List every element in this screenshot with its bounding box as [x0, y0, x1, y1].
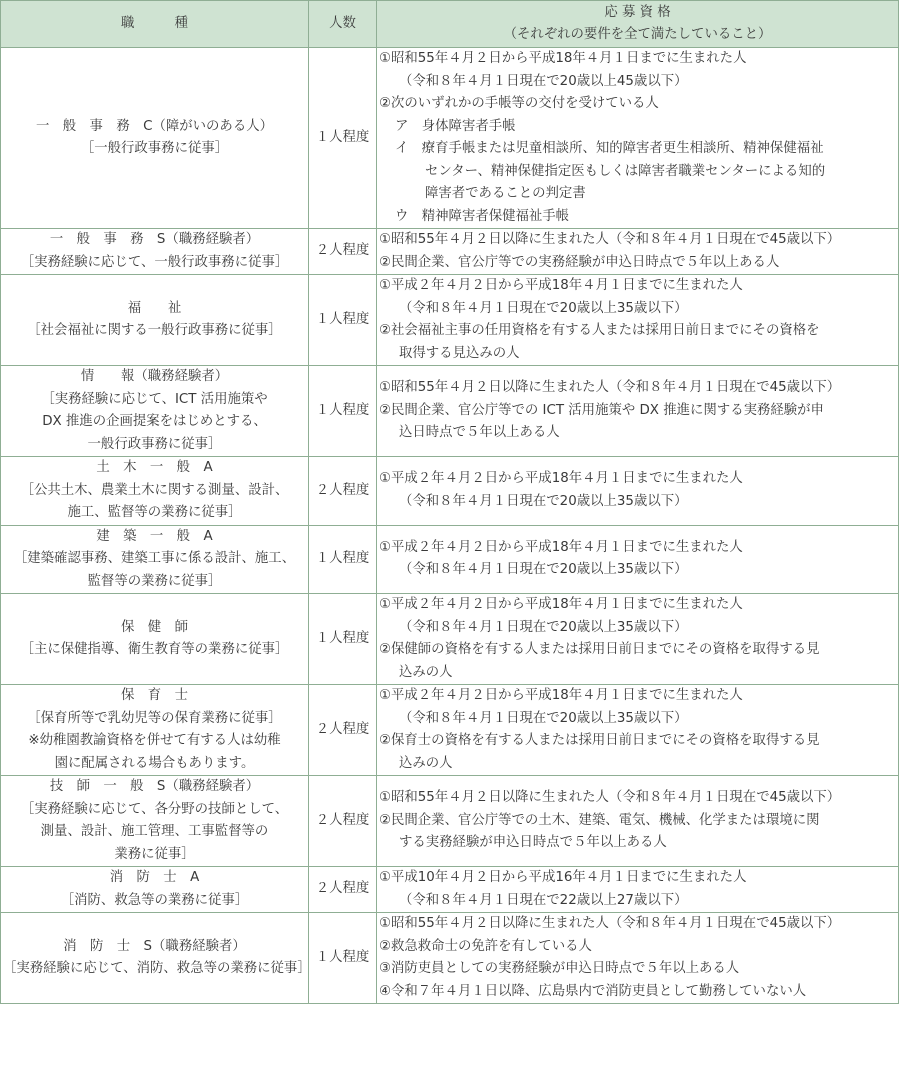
job-cell: [1, 685, 309, 776]
requirement-line: ②民間企業、官公庁等での実務経験が申込日時点で５年以上ある人: [379, 254, 780, 270]
requirement-line: 取得する見込みの人: [399, 345, 520, 361]
job-description: ※幼稚園教諭資格を併せて有する人は幼稚: [28, 733, 281, 748]
job-title: 保 健 師: [121, 619, 188, 635]
job-cell: [1, 275, 309, 366]
requirement-line: ①昭和55年４月２日以降に生まれた人（令和８年４月１日現在で45歳以下）: [379, 232, 841, 247]
requirements-cell: [377, 594, 899, 685]
table-row: [1, 867, 899, 913]
job-title: 土 木 一 般 A: [96, 460, 213, 475]
requirements-cell: [377, 525, 899, 594]
table-row: [1, 457, 899, 526]
requirement-line: 込みの人: [399, 664, 453, 680]
job-description: ［実務経験に応じて、消防、救急等の業務に従事］: [3, 961, 311, 976]
table-row: [1, 48, 899, 229]
requirements-cell: [377, 685, 899, 776]
table-row: [1, 913, 899, 1004]
job-description: 施工、監督等の業務に従事］: [67, 505, 242, 520]
requirement-line: 込日時点で５年以上ある人: [399, 425, 560, 441]
job-cell: [1, 229, 309, 275]
job-cell: [1, 867, 309, 913]
headcount-cell: １人程度: [309, 366, 377, 457]
job-description: ［実務経験に応じて、一般行政事務に従事］: [20, 254, 289, 270]
requirement-line: ②次のいずれかの手帳等の交付を受けている人: [379, 96, 659, 111]
job-cell: [1, 594, 309, 685]
requirement-line: ②保育士の資格を有する人または採用日前日までにその資格を取得する見: [379, 733, 820, 748]
job-cell: [1, 525, 309, 594]
requirements-cell: [377, 366, 899, 457]
requirement-line: する実務経験が申込日時点で５年以上ある人: [399, 835, 667, 851]
job-description: ［消防、救急等の業務に従事］: [60, 892, 249, 908]
requirement-line: （令和８年４月１日現在で22歳以上27歳以下）: [399, 892, 688, 908]
requirement-line: ア 身体障害者手帳: [395, 118, 516, 134]
requirement-line: ①平成２年４月２日から平成18年４月１日までに生まれた人: [379, 688, 743, 703]
table-row: [1, 594, 899, 685]
requirement-line: センター、精神保健指定医もしくは障害者職業センターによる知的: [425, 163, 826, 179]
requirement-line: （令和８年４月１日現在で20歳以上45歳以下）: [399, 73, 688, 89]
requirement-line: ①平成２年４月２日から平成18年４月１日までに生まれた人: [379, 597, 743, 612]
header-requirements-note: （それぞれの要件を全て満たしていること）: [503, 27, 772, 42]
table-row: [1, 685, 899, 776]
headcount-cell: １人程度: [309, 913, 377, 1004]
job-cell: [1, 366, 309, 457]
table-body: [1, 48, 899, 1004]
requirement-line: イ 療育手帳または児童相談所、知的障害者更生相談所、精神保健福祉: [395, 141, 824, 156]
job-description: 測量、設計、施工管理、工事監督等の: [40, 824, 269, 839]
headcount-cell: ２人程度: [309, 776, 377, 867]
header-requirements: [377, 1, 899, 48]
requirements-cell: [377, 913, 899, 1004]
requirements-cell: [377, 48, 899, 229]
job-description: 一般行政事務に従事］: [87, 436, 222, 452]
job-description: ［保育所等で乳幼児等の保育業務に従事］: [27, 710, 282, 726]
job-cell: [1, 776, 309, 867]
job-description: ［主に保健指導、衛生教育等の業務に従事］: [20, 642, 289, 657]
job-description: ［社会福祉に関する一般行政事務に従事］: [27, 323, 282, 338]
job-description: ［建築確認事務、建築工事に係る設計、施工、: [13, 551, 296, 566]
job-title: 消 防 士 A: [109, 870, 200, 885]
job-title: 福 祉: [127, 300, 182, 316]
job-cell: [1, 913, 309, 1004]
requirement-line: ③消防吏員としての実務経験が申込日時点で５年以上ある人: [379, 961, 740, 976]
requirement-line: ウ 精神障害者保健福祉手帳: [395, 208, 570, 224]
headcount-cell: ２人程度: [309, 867, 377, 913]
requirement-line: ②社会福祉主事の任用資格を有する人または採用日前日までにその資格を: [379, 323, 820, 338]
job-title: 技 師 一 般 S（職務経験者）: [49, 779, 260, 794]
table-row: [1, 366, 899, 457]
header-job: 職 種: [1, 1, 309, 48]
table-row: [1, 776, 899, 867]
table-row: [1, 275, 899, 366]
headcount-cell: ２人程度: [309, 685, 377, 776]
requirement-line: ①昭和55年４月２日から平成18年４月１日までに生まれた人: [379, 51, 747, 66]
job-title: 一 般 事 務 S（職務経験者）: [49, 232, 260, 247]
table-header: [1, 1, 899, 48]
job-description: 業務に従事］: [114, 846, 195, 862]
job-cell: [1, 48, 309, 229]
requirement-line: ①昭和55年４月２日以降に生まれた人（令和８年４月１日現在で45歳以下）: [379, 916, 841, 931]
requirement-line: ②保健師の資格を有する人または採用日前日までにその資格を取得する見: [379, 642, 820, 657]
requirement-line: ①平成２年４月２日から平成18年４月１日までに生まれた人: [379, 278, 743, 293]
headcount-cell: ２人程度: [309, 457, 377, 526]
table-row: [1, 525, 899, 594]
job-description: 園に配属される場合もあります。: [54, 755, 255, 771]
requirements-cell: [377, 776, 899, 867]
job-title: 消 防 士 S（職務経験者）: [63, 938, 246, 954]
job-description: 監督等の業務に従事］: [87, 573, 222, 589]
requirement-line: ①平成10年４月２日から平成16年４月１日までに生まれた人: [379, 870, 747, 885]
header-row: [1, 1, 899, 48]
table-row: [1, 229, 899, 275]
headcount-cell: １人程度: [309, 48, 377, 229]
job-title: 保 育 士: [121, 688, 188, 703]
requirement-line: ①平成２年４月２日から平成18年４月１日までに生まれた人: [379, 471, 743, 487]
requirement-line: ②民間企業、官公庁等での土木、建築、電気、機械、化学または環境に関: [379, 812, 820, 828]
job-description: ［実務経験に応じて、ICT 活用施策や: [41, 391, 268, 407]
requirement-line: 込みの人: [399, 755, 453, 771]
header-count: 人数: [309, 1, 377, 48]
job-cell: [1, 457, 309, 526]
requirement-line: （令和８年４月１日現在で20歳以上35歳以下）: [399, 493, 688, 509]
requirements-cell: [377, 229, 899, 275]
headcount-cell: １人程度: [309, 525, 377, 594]
headcount-cell: １人程度: [309, 594, 377, 685]
job-description: ［公共土木、農業土木に関する測量、設計、: [20, 482, 289, 498]
headcount-cell: ２人程度: [309, 229, 377, 275]
job-title: 情 報（職務経験者）: [80, 369, 229, 384]
requirements-cell: [377, 457, 899, 526]
requirement-line: 障害者であることの判定書: [425, 186, 586, 201]
job-title: 建 築 一 般 A: [96, 528, 213, 544]
job-description: DX 推進の企画提案をはじめとする、: [42, 414, 267, 429]
requirement-line: （令和８年４月１日現在で20歳以上35歳以下）: [399, 562, 688, 578]
requirement-line: （令和８年４月１日現在で20歳以上35歳以下）: [399, 710, 688, 726]
requirements-cell: [377, 275, 899, 366]
headcount-cell: １人程度: [309, 275, 377, 366]
requirement-line: （令和８年４月１日現在で20歳以上35歳以下）: [399, 300, 688, 316]
job-description: ［実務経験に応じて、各分野の技師として、: [20, 801, 289, 817]
requirement-line: ①昭和55年４月２日以降に生まれた人（令和８年４月１日現在で45歳以下）: [379, 380, 841, 396]
requirement-line: ①昭和55年４月２日以降に生まれた人（令和８年４月１日現在で45歳以下）: [379, 790, 841, 806]
requirement-line: （令和８年４月１日現在で20歳以上35歳以下）: [399, 619, 688, 635]
requirements-cell: [377, 867, 899, 913]
job-title: 一 般 事 務 C（障がいのある人）: [36, 118, 273, 134]
job-description: ［一般行政事務に従事］: [80, 141, 229, 156]
requirement-line: ②民間企業、官公庁等での ICT 活用施策や DX 推進に関する実務経験が申: [379, 402, 824, 418]
header-requirements-title: 応 募 資 格: [604, 4, 671, 20]
requirement-line: ①平成２年４月２日から平成18年４月１日までに生まれた人: [379, 539, 743, 555]
requirement-line: ②救急救命士の免許を有している人: [379, 938, 592, 954]
requirement-line: ④令和７年４月１日以降、広島県内で消防吏員として勤務していない人: [379, 983, 807, 999]
